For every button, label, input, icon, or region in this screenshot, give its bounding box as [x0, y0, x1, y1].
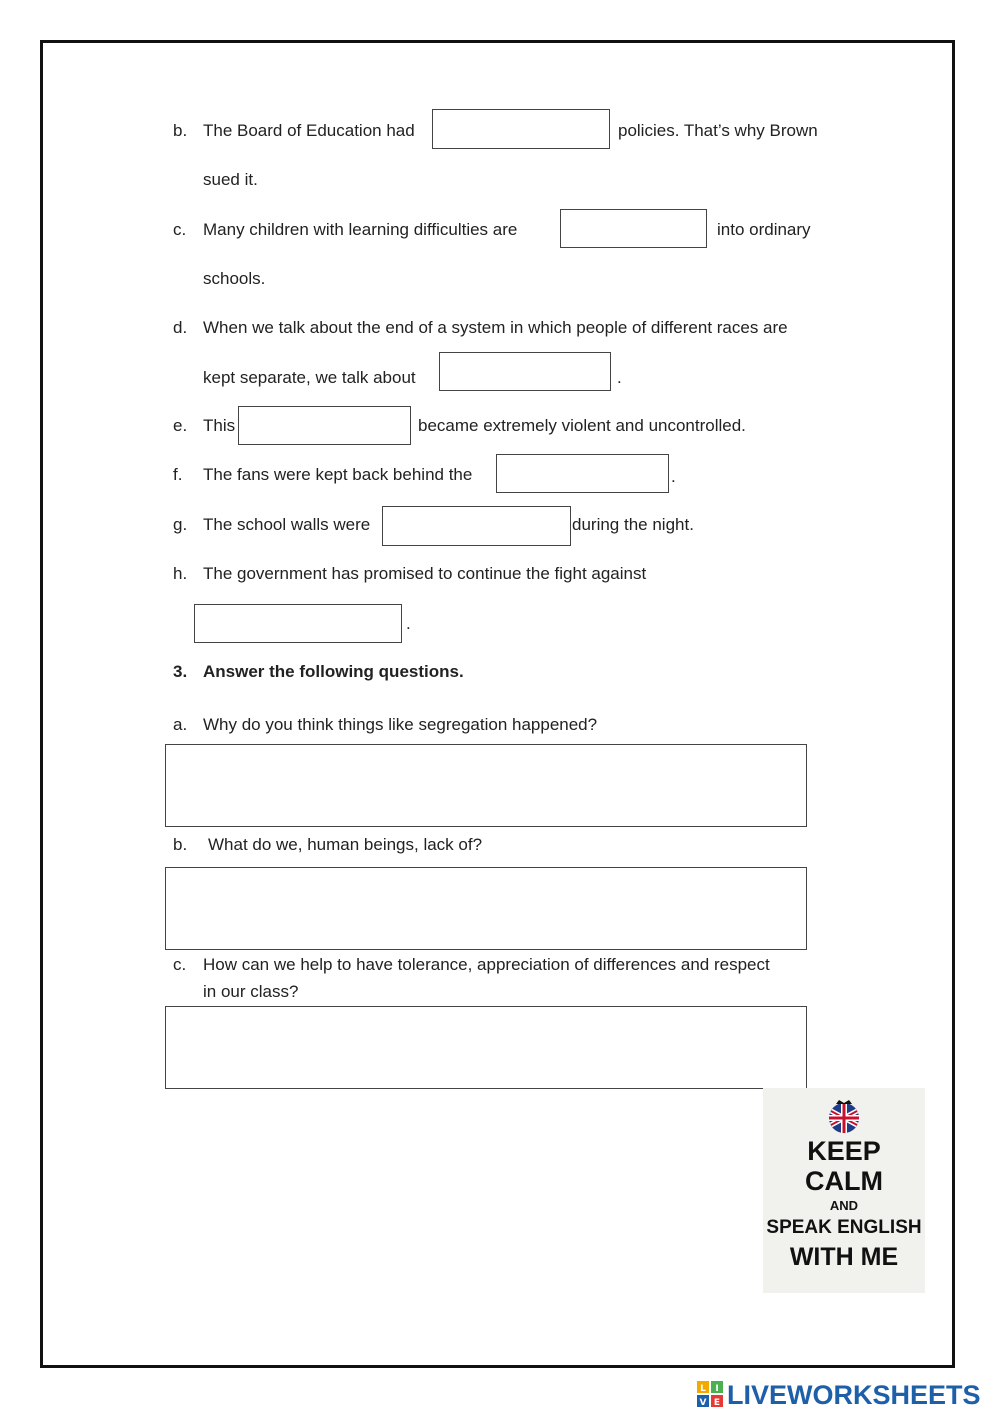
- answer-input-g[interactable]: [382, 506, 571, 546]
- item-h-letter: h.: [173, 564, 188, 583]
- liveworksheets-logo[interactable]: [697, 1376, 997, 1412]
- item-b-letter: b.: [173, 121, 188, 140]
- item-g-text-before: The school walls were: [203, 515, 371, 534]
- item-b-text-before: The Board of Education had: [203, 121, 415, 140]
- item-f-text-after: .: [671, 467, 676, 486]
- item-d-text-before: kept separate, we talk about: [203, 368, 416, 387]
- answer-input-b[interactable]: [432, 109, 610, 149]
- item-d-text-after: .: [617, 368, 622, 387]
- item-e-text-before: This: [203, 416, 236, 435]
- question-a-text: Why do you think things like segregation happened?: [203, 715, 598, 734]
- section-3-title: Answer the following questions.: [203, 662, 464, 681]
- item-d-letter: d.: [173, 318, 188, 337]
- badge-line-speak-english: SPEAK ENGLISH: [766, 1217, 922, 1238]
- answer-input-d[interactable]: [439, 352, 611, 391]
- item-g-text-after: during the night.: [572, 515, 694, 534]
- svg-text:E: E: [713, 1398, 721, 1407]
- svg-text:L: L: [700, 1384, 706, 1394]
- svg-text:V: V: [699, 1398, 707, 1407]
- question-a-letter: a.: [173, 715, 188, 734]
- item-g-letter: g.: [173, 515, 188, 534]
- answer-area-c[interactable]: [165, 1006, 807, 1089]
- question-b-text: What do we, human beings, lack of?: [208, 835, 483, 854]
- item-c-letter: c.: [173, 220, 187, 239]
- badge-line-keep: KEEP: [807, 1136, 881, 1166]
- item-c-text-continued: schools.: [203, 269, 266, 288]
- answer-input-c[interactable]: [560, 209, 707, 248]
- item-f-text-before: The fans were kept back behind the: [203, 465, 473, 484]
- item-h-text-after: .: [406, 614, 411, 633]
- answer-area-b[interactable]: [165, 867, 807, 950]
- union-jack-crown-icon: [826, 1098, 862, 1134]
- answer-area-a[interactable]: [165, 744, 807, 827]
- question-c-text-line1: How can we help to have tolerance, appreciation of differences and respect: [203, 955, 770, 974]
- badge-line-calm: CALM: [805, 1166, 883, 1196]
- item-d-text-line1: When we talk about the end of a system in which people of different races are: [203, 318, 788, 337]
- item-f-letter: f.: [173, 465, 183, 484]
- item-c-text-before: Many children with learning difficulties are: [203, 220, 518, 239]
- answer-input-e[interactable]: [238, 406, 411, 445]
- svg-text:I: I: [715, 1384, 719, 1394]
- question-c-text-line2: in our class?: [203, 982, 299, 1001]
- liveworksheets-logo-text: LIVEWORKSHEETS: [727, 1380, 981, 1410]
- item-b-text-continued: sued it.: [203, 170, 258, 189]
- item-e-text-after: became extremely violent and uncontrolled.: [418, 416, 746, 435]
- item-h-text-before: The government has promised to continue the fight against: [203, 564, 647, 583]
- answer-input-h[interactable]: [194, 604, 402, 643]
- section-3-number: 3.: [173, 662, 188, 681]
- badge-line-and: AND: [829, 1198, 859, 1213]
- item-c-text-after: into ordinary: [717, 220, 811, 239]
- question-b-letter: b.: [173, 835, 188, 854]
- item-e-letter: e.: [173, 416, 188, 435]
- answer-input-f[interactable]: [496, 454, 669, 493]
- keep-calm-badge: [763, 1088, 925, 1293]
- question-c-letter: c.: [173, 955, 187, 974]
- liveworksheets-logo-icon: [697, 1381, 723, 1407]
- item-b-text-after: policies. That’s why Brown: [618, 121, 818, 140]
- badge-line-with-me: WITH ME: [789, 1243, 899, 1271]
